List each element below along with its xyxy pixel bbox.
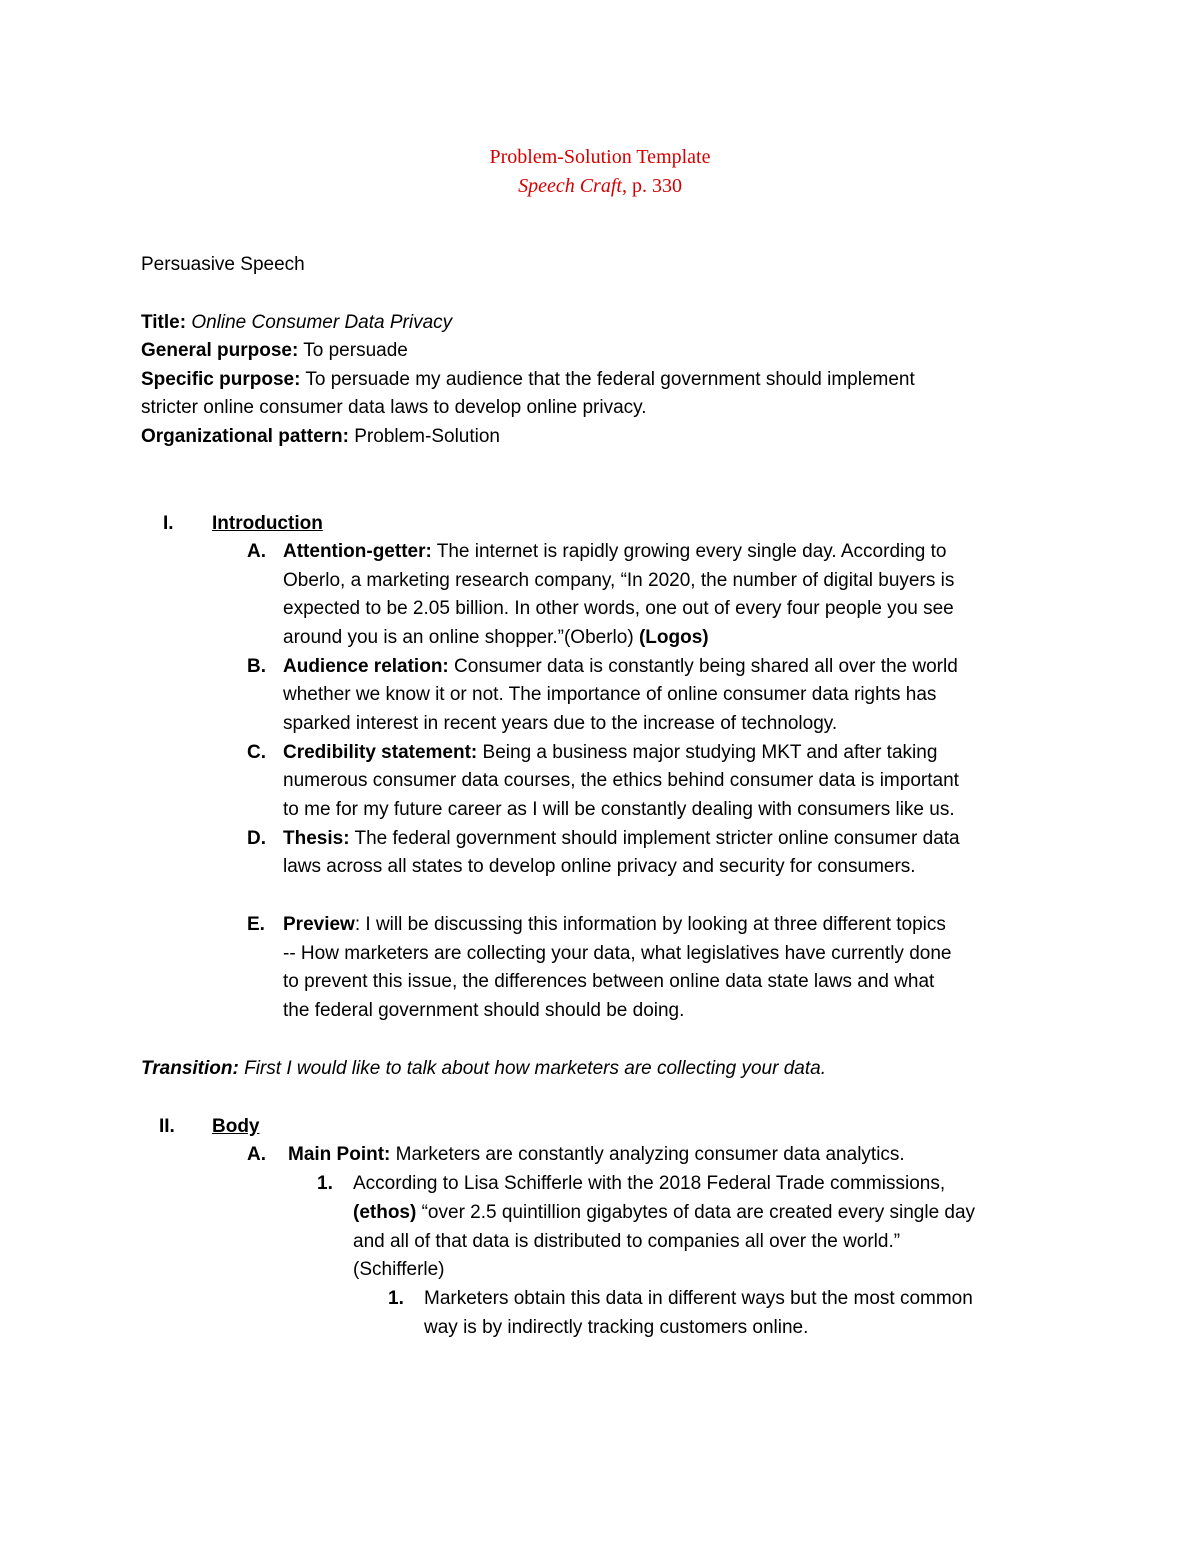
- body-numeral: II.: [159, 1116, 175, 1137]
- thesis-label: Thesis:: [283, 828, 350, 849]
- source-reference: [0, 172, 1200, 201]
- transition-line: [141, 1055, 826, 1084]
- sub-sub-point-1-line1: Marketers obtain this data in different ways but the most common: [424, 1288, 973, 1309]
- body-main-point-marker: A.: [247, 1144, 266, 1165]
- attention-getter-text4: around you is an online shopper.”(Oberlo): [283, 627, 639, 648]
- ethos-tag: (ethos): [353, 1202, 417, 1223]
- thesis-text1: The federal government should implement stricter online consumer data: [354, 828, 960, 849]
- preview-line1: [283, 911, 946, 940]
- sub-sub-point-1-line2: way is by indirectly tracking customers online.: [424, 1317, 809, 1338]
- credibility-line3: to me for my future career as I will be constantly dealing with consumers like us.: [283, 799, 955, 820]
- intro-item-a-marker: A.: [247, 541, 266, 562]
- sub-point-1-line4: (Schifferle): [353, 1259, 445, 1280]
- transition-label: Transition:: [141, 1058, 239, 1079]
- credibility-line1: [283, 739, 937, 768]
- specific-purpose-value-line1: To persuade my audience that the federal government should implement: [305, 369, 915, 390]
- intro-heading: Introduction: [212, 513, 323, 534]
- attention-getter-line2: Oberlo, a marketing research company, “In 2020, the number of digital buyers is: [283, 570, 955, 591]
- title-label: Title:: [141, 312, 187, 333]
- credibility-line2: numerous consumer data courses, the ethics behind consumer data is important: [283, 770, 959, 791]
- organizational-pattern-label: Organizational pattern:: [141, 426, 349, 447]
- sub-point-1-text2: “over 2.5 quintillion gigabytes of data are created every single day: [416, 1202, 976, 1223]
- attention-getter-line1: [283, 538, 947, 567]
- attention-getter-label: Attention-getter:: [283, 541, 432, 562]
- attention-getter-line4: [283, 624, 709, 653]
- general-purpose-label: General purpose:: [141, 340, 299, 361]
- preview-text1: : I will be discussing this information by looking at three different topics: [354, 914, 946, 935]
- preview-line4: the federal government should should be doing.: [283, 1000, 685, 1021]
- audience-relation-label: Audience relation:: [283, 656, 449, 677]
- organizational-pattern-value: Problem-Solution: [354, 426, 500, 447]
- main-point-line: [288, 1141, 905, 1170]
- audience-relation-line2: whether we know it or not. The importance of online consumer data rights has: [283, 684, 937, 705]
- audience-relation-line3: sparked interest in recent years due to the increase of technology.: [283, 713, 838, 734]
- thesis-line2: laws across all states to develop online privacy and security for consumers.: [283, 856, 916, 877]
- sub-point-1-line1: According to Lisa Schifferle with the 2018 Federal Trade commissions,: [353, 1173, 946, 1194]
- preview-line3: to prevent this issue, the differences between online data state laws and what: [283, 971, 935, 992]
- audience-relation-line1: [283, 653, 958, 682]
- sub-point-1-marker: 1.: [317, 1173, 333, 1194]
- specific-purpose-value-line2: stricter online consumer data laws to develop online privacy.: [141, 397, 647, 418]
- page-reference: , p. 330: [621, 175, 682, 197]
- intro-item-b-marker: B.: [247, 656, 266, 677]
- organizational-pattern-line: [141, 423, 500, 452]
- title-value: Online Consumer Data Privacy: [191, 312, 453, 333]
- preview-label: Preview: [283, 914, 355, 935]
- speech-type: Persuasive Speech: [141, 254, 305, 275]
- book-title: Speech Craft: [518, 175, 622, 197]
- title-line: [141, 309, 452, 338]
- main-point-label: Main Point:: [288, 1144, 391, 1165]
- body-heading: Body: [212, 1116, 260, 1137]
- main-point-text: Marketers are constantly analyzing consumer data analytics.: [395, 1144, 905, 1165]
- specific-purpose-line: [141, 366, 915, 395]
- general-purpose-line: [141, 337, 408, 366]
- sub-sub-point-1-marker: 1.: [388, 1288, 404, 1309]
- audience-relation-text1: Consumer data is constantly being shared all over the world: [454, 656, 958, 677]
- attention-getter-line3: expected to be 2.05 billion. In other words, one out of every four people you see: [283, 598, 954, 619]
- logos-tag: (Logos): [638, 627, 709, 648]
- credibility-label: Credibility statement:: [283, 742, 478, 763]
- transition-text: First I would like to talk about how marketers are collecting your data.: [238, 1058, 826, 1079]
- intro-numeral: I.: [163, 513, 174, 534]
- sub-point-1-line2: [353, 1199, 975, 1228]
- general-purpose-value: To persuade: [303, 340, 408, 361]
- sub-point-1-line3: and all of that data is distributed to companies all over the world.”: [353, 1231, 901, 1252]
- preview-line2: -- How marketers are collecting your data, what legislatives have currently done: [283, 943, 952, 964]
- credibility-text1: Being a business major studying MKT and after taking: [482, 742, 938, 763]
- intro-item-e-marker: E.: [247, 914, 265, 935]
- specific-purpose-label: Specific purpose:: [141, 369, 301, 390]
- intro-item-d-marker: D.: [247, 828, 266, 849]
- thesis-line1: [283, 825, 960, 854]
- attention-getter-text1: The internet is rapidly growing every single day. According to: [436, 541, 947, 562]
- intro-item-c-marker: C.: [247, 742, 266, 763]
- page-title: Problem-Solution Template: [489, 146, 711, 168]
